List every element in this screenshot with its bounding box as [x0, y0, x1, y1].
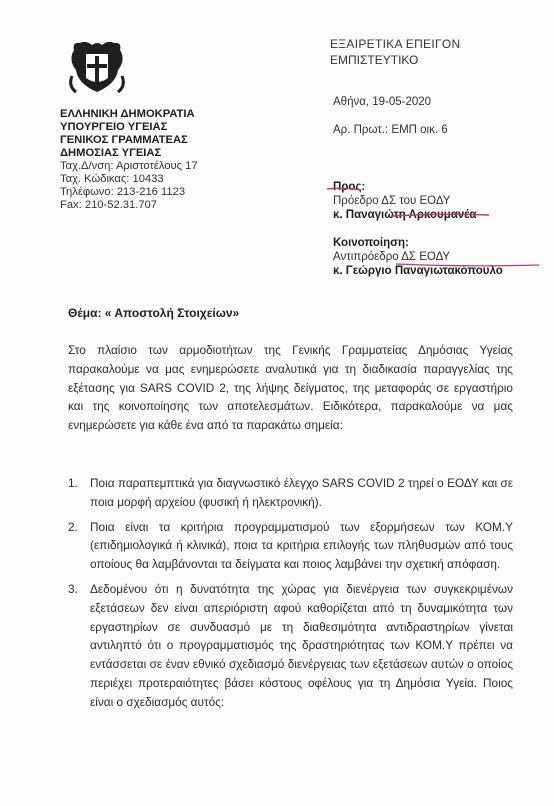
protocol-number: Αρ. Πρωτ.: ΕΜΠ οικ. 6 [333, 124, 448, 136]
sender-fax: Fax: 210-52.31.707 [60, 199, 158, 211]
list-item [68, 580, 513, 712]
list-item-number: 1. [68, 476, 78, 490]
sender-address: Ταχ.Δ/νση: Αριστοτέλους 17 [60, 160, 198, 172]
pen-underline-mark [326, 186, 362, 192]
pen-underline-mark [395, 262, 540, 268]
list-item-text: Ποια είναι τα κριτήρια προγραμματισμού των εξορμήσεων των ΚΟΜ.Υ (επιδημιολογικά ή κλινικά), ποια τα κριτήρια επιλογής των πληθυσμών από τους οποίους θα λαμβάνονται τα δείγματα και ποιος λαμβάνει την σχετική απόφαση. [90, 519, 513, 572]
classification-block [330, 36, 461, 68]
cc-heading: Κοινοποίηση: [333, 237, 409, 249]
recipient-heading: Προς: [333, 181, 366, 193]
classification-urgent: ΕΞΑΙΡΕΤΙΚΑ ΕΠΕΙΓΟΝ [330, 37, 461, 51]
list-item-text: Ποια παραπεμπτικά για διαγνωστικό έλεγχο SARS COVID 2 τηρεί ο ΕΟΔΥ και σε ποια μορφή αρχείου (φυσική ή ηλεκτρονική). [90, 476, 513, 509]
cc-name: κ. Γεώργιο Παναγιωτακόπουλο [333, 265, 503, 277]
cc-block [333, 236, 503, 278]
sender-line3: ΓΕΝΙΚΟΣ ΓΡΑΜΜΑΤΕΑΣ [60, 134, 188, 146]
greek-coat-of-arms-icon [66, 40, 128, 98]
document-date: Αθήνα, 19-05-2020 [333, 96, 432, 108]
sender-line1: ΕΛΛΗΝΙΚΗ ΔΗΜΟΚΡΑΤΙΑ [60, 108, 195, 120]
numbered-list [68, 474, 513, 718]
sender-block [60, 108, 198, 212]
sender-line2: ΥΠΟΥΡΓΕΙΟ ΥΓΕΙΑΣ [60, 121, 168, 133]
sender-phone: Τηλέφωνο: 213-216 1123 [60, 186, 186, 198]
list-item-number: 3. [68, 581, 78, 596]
list-item-number: 2. [68, 519, 78, 534]
sender-postcode: Ταχ. Κώδικας: 10433 [60, 173, 164, 185]
list-item-text: Δεδομένου ότι η δυνατότητα της χώρας για διενέργεια των συγκεκριμένων εξετάσεων δεν είναι απεριόριστη αφού καθορίζεται από τη δυναμικότητα των εργαστηρίων σε συνδυασμό με τη διαθεσιμότητα αντιδραστηρίων γίνεται αντιληπτό ότι ο προγραμματισμός της δραστηριότητας των ΚΟΜ.Υ πρέπει να εντάσσεται σε έναν εθνικό σχεδιασμό διενέργειας των εξετάσεων αυτών ο οποίος περιέχει προτεραιότητες βάσει κόστους οφέλους για τη Δημόσια Υγεία. Ποιος είναι ο σχεδιασμός αυτός: [90, 581, 513, 709]
recipient-role: Πρόεδρο ΔΣ του ΕΟΔΥ [333, 195, 451, 207]
list-item [68, 518, 513, 574]
list-item [68, 474, 513, 512]
cc-role: Αντιπρόεδρο ΔΣ ΕΟΔΥ [333, 251, 451, 263]
classification-confidential: ΕΜΠΙΣΤΕΥΤΙΚΟ [330, 53, 419, 67]
subject-line: Θέμα: « Αποστολή Στοιχείων» [68, 306, 240, 320]
intro-paragraph: Στο πλαίσιο των αρμοδιοτήτων της Γενικής Γραμματείας Δημόσιας Υγείας παρακαλούμε να μας ενημερώσετε αναλυτικά για τη διαδικασία παραγγελίας της εξέτασης για SARS COVID 2, της λήψης δείγματος, της μεταφοράς σε εργαστήριο και της κοινοποίησης των αποτελεσμάτων. Ειδικότερα, παρακαλούμε να μας ενημερώσετε για κάθε ένα από τα παρακάτω σημεία: [68, 343, 513, 433]
recipient-name: κ. Παναγιώτη Αρκουμανέα [333, 209, 477, 221]
pen-underline-mark [390, 212, 490, 218]
sender-line4: ΔΗΜΟΣΙΑΣ ΥΓΕΙΑΣ [60, 147, 162, 159]
